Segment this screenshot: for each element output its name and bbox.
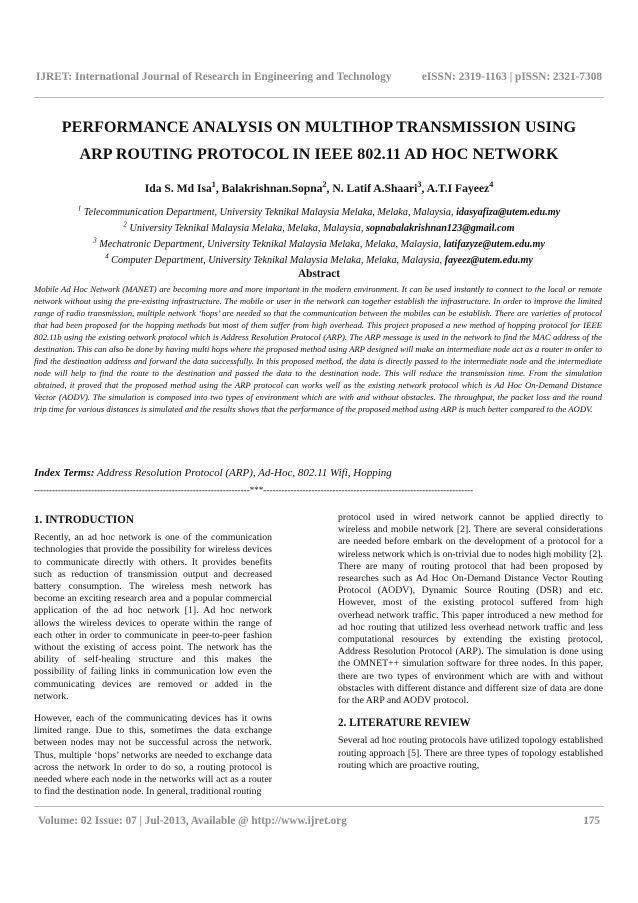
author-name: Ida S. Md Isa: [144, 182, 212, 195]
abstract-heading: Abstract: [297, 268, 341, 280]
running-header: [36, 71, 602, 83]
affiliation-email[interactable]: latifazyze@utem.edu.my: [443, 239, 545, 250]
body-paragraph: However, each of the communicating devices has it owns limited range. Due to this, sometimes the data exchange between nodes may not be successful across the network. Thus, multiple ‘hops’ networks are needed to exchange data across the network In order to do so, a routing protocol is needed where each node in the networks will act as a router to find the destination node. In general, traditional routing: [34, 713, 272, 798]
header-rule: [34, 97, 604, 98]
author-index: 2: [322, 180, 327, 190]
body-paragraph: Recently, an ad hoc network is one of the communication technologies that provide the possibility for wireless devices to communicate directly with others. It provides benefits such as reduction of transmission output and decreased battery consumption. The wireless mesh network has become an exciting research area and a popular commercial application of the ad hoc network [1]. Ad hoc network allows the wireless devices to operate within the range of each other in order to communicate in peer-to-peer fashion without the existing of access point. The network has the ability of self-healing structure and this makes the possibility of failing links in communication low even the communicating devices are removed or added in the network.: [34, 532, 272, 702]
left-column: [34, 514, 272, 808]
abstract-text: Mobile Ad Hoc Network (MANET) are becoming more and more important in the modern environment. It can be used instantly to connect to the local or remote network without using the pre-existing infrastructure. The mobile or user in the network can together establish the infrastructure. In order to improve the limited range of radio transmission, multiple network ‘hops’ are needed so that the communication between the mobiles can be establish. There are varieties of protocol that had been proposed for the hopping methods but most of them suffer from high overhead. This project proposed a new method of hopping protocol for IEEE 802.11b using the existing network protocol which is Address Resolution Protocol (ARP). The ARP message is used in the network to find the MAC address of the destination. This can also be done by having multi hops where the proposed method using ARP designed will make an intermediate node act as a router in order to find the destination address and forward the data successfully. In this proposed method, the data is directly passed to the intermediate node and the intermediate node will help to find the route to the destination and passed the data to the destination node. This will reduce the transmission time. From the simulation obtained, it proved that the proposed method using the ARP protocol can works well as the existing network protocol which is Ad Hoc On-Demand Distance Vector (AODV). The simulation is composed into two types of environment which are with and without obstacles. The throughput, the packet loss and the round trip time for various distances is simulated and the results shows that the performance of the proposed method using ARP is much better compared to the AODV.: [34, 284, 602, 414]
affiliation-index: 4: [105, 252, 109, 261]
affiliation-text: University Teknikal Malaysia Melaka, Melaka, Malaysia,: [129, 223, 366, 234]
page-number: 175: [583, 815, 600, 827]
affiliation-email[interactable]: fayeez@utem.edu.my: [444, 255, 533, 266]
affiliation-text: Computer Department, University Teknikal Malaysia Melaka, Melaka, Malaysia,: [111, 255, 445, 266]
section-heading-literature-review: 2. LITERATURE REVIEW: [338, 717, 471, 730]
title-line-1: PERFORMANCE ANALYSIS ON MULTIHOP TRANSMISSION USING: [61, 119, 577, 136]
affiliation-index: 2: [123, 220, 127, 229]
paper-title: [20, 114, 618, 168]
body-paragraph: Several ad hoc routing protocols have utilized topology established routing approach [5]. There are three types of topology established routing which are proactive routing,: [338, 735, 603, 771]
journal-name: IJRET: International Journal of Research in Engineering and Technology: [36, 71, 392, 83]
section-divider: ------------------------------------------------------------------------***----------------------------------------------------------------------: [34, 485, 474, 495]
author-index: 4: [489, 180, 494, 190]
author-index: 3: [417, 180, 422, 190]
author-separator: ,: [326, 182, 333, 195]
affiliation-index: 1: [77, 204, 82, 213]
author-index: 1: [211, 180, 216, 190]
index-terms: [34, 467, 602, 479]
affiliation-line: [14, 205, 624, 221]
affiliation-text: Telecommunication Department, University Teknikal Malaysia Melaka, Melaka, Malaysia,: [83, 207, 457, 218]
affiliation-line: [14, 253, 624, 269]
issn-info: eISSN: 2319-1163 | pISSN: 2321-7308: [421, 71, 602, 83]
author-separator: ,: [421, 182, 427, 195]
running-footer: [38, 815, 600, 827]
affiliation-index: 3: [93, 236, 97, 245]
affiliation-email[interactable]: idasyafiza@utem.edu.my: [456, 207, 561, 218]
title-line-2: ARP ROUTING PROTOCOL IN IEEE 802.11 AD HOC NETWORK: [79, 146, 559, 163]
author-name: N. Latif A.Shaari: [332, 182, 418, 195]
author-separator: ,: [215, 182, 222, 195]
body-paragraph: protocol used in wired network cannot be applied directly to wireless and mobile network [2]. There are several considerations are needed before embark on the development of a protocol for a wireless network which is on-trivial due to nodes high mobility [2]. There are many of routing protocol that had been proposed by researches such as Ad Hoc On-Demand Distance Vector Routing Protocol (AODV), Dynamic Source Routing (DSR) and etc. However, most of the existing protocol suffered from high overhead network traffic. This paper introduced a new method for ad hoc routing that utilized less overhead network traffic and less computational resources by extending the existing protocol, Address Resolution Protocol (ARP). The simulation is done using the OMNET++ simulation software for three nodes. In this paper, there are two types of environment which are with and without obstacles with different distance and different size of data are done for the ARP and AODV protocol.: [338, 512, 603, 707]
affiliation-line: [14, 221, 624, 237]
footer-volume-info: Volume: 02 Issue: 07 | Jul-2013, Available @ http://www.ijret.org: [38, 815, 347, 827]
affiliation-line: [14, 237, 624, 253]
author-name: Balakrishnan.Sopna: [221, 182, 323, 195]
right-column: [338, 512, 603, 782]
footer-rule: [34, 806, 604, 807]
affiliation-email[interactable]: sopnabalakrishnan123@gmail.com: [365, 223, 515, 234]
author-list: [20, 182, 618, 195]
affiliation-list: [14, 205, 624, 269]
affiliation-text: Mechatronic Department, University Teknikal Malaysia Melaka, Melaka, Malaysia,: [99, 239, 444, 250]
index-terms-text: Address Resolution Protocol (ARP), Ad-Hoc, 802.11 Wifi, Hopping: [94, 467, 392, 479]
author-name: A.T.I Fayeez: [426, 182, 490, 195]
section-heading-introduction: 1. INTRODUCTION: [34, 514, 134, 526]
index-terms-label: Index Terms:: [34, 467, 95, 479]
